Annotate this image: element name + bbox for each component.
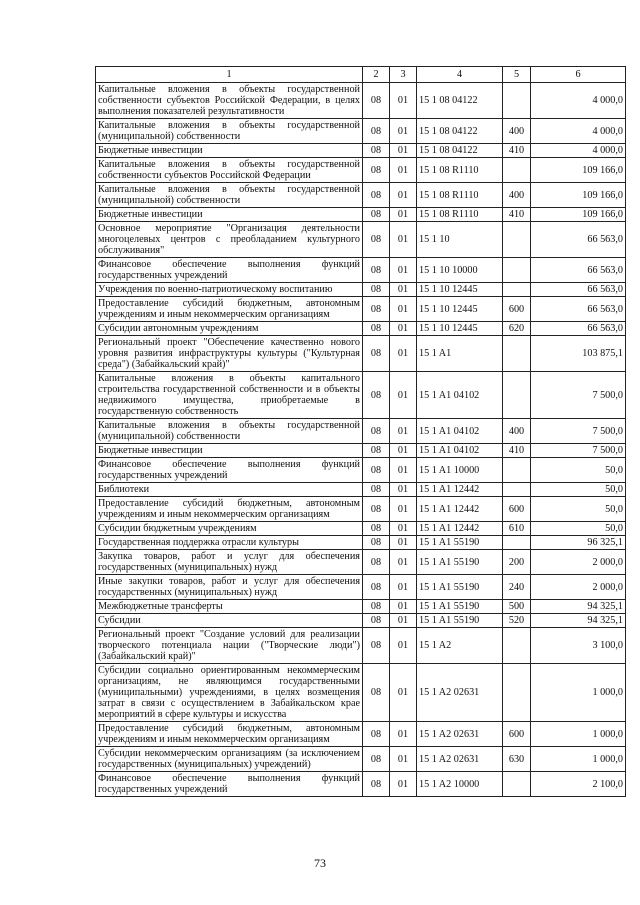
row-target-article: 15 1 08 R1110 [417,158,503,183]
table-row [96,575,626,600]
row-description: Бюджетные инвестиции [96,208,363,222]
row-description: Финансовое обеспечение выполнения функций государственных учреждений [96,458,363,483]
row-subsection: 01 [390,550,417,575]
table-body [96,83,626,797]
column-header-3: 3 [390,67,417,83]
table-row [96,458,626,483]
row-amount: 50,0 [531,483,626,497]
row-target-article: 15 1 A1 10000 [417,458,503,483]
row-target-article: 15 1 A1 55190 [417,575,503,600]
row-subsection: 01 [390,258,417,283]
row-target-article: 15 1 08 04122 [417,119,503,144]
row-amount: 2 000,0 [531,550,626,575]
row-subsection: 01 [390,419,417,444]
row-description: Предоставление субсидий бюджетным, автономным учреждениям и иным некоммерческим организациям [96,297,363,322]
row-expense-type: 610 [503,522,531,536]
row-description: Межбюджетные трансферты [96,600,363,614]
table-row [96,283,626,297]
row-subsection: 01 [390,522,417,536]
table-row [96,550,626,575]
row-amount: 66 563,0 [531,322,626,336]
row-target-article: 15 1 08 04122 [417,83,503,119]
row-section: 08 [363,336,390,372]
row-section: 08 [363,372,390,419]
row-expense-type [503,483,531,497]
row-subsection: 01 [390,536,417,550]
column-header-5: 5 [503,67,531,83]
row-expense-type: 520 [503,614,531,628]
row-expense-type: 400 [503,419,531,444]
table-row [96,722,626,747]
row-subsection: 01 [390,458,417,483]
row-expense-type: 400 [503,119,531,144]
row-expense-type: 620 [503,322,531,336]
row-subsection: 01 [390,747,417,772]
row-target-article: 15 1 A1 12442 [417,522,503,536]
row-subsection: 01 [390,322,417,336]
row-amount: 7 500,0 [531,419,626,444]
row-expense-type [503,772,531,797]
row-subsection: 01 [390,483,417,497]
row-target-article: 15 1 A1 [417,336,503,372]
row-target-article: 15 1 A1 04102 [417,444,503,458]
row-description: Бюджетные инвестиции [96,444,363,458]
row-description: Библиотеки [96,483,363,497]
row-section: 08 [363,283,390,297]
row-description: Предоставление субсидий бюджетным, автономным учреждениям и иным некоммерческим организациям [96,722,363,747]
row-amount: 109 166,0 [531,208,626,222]
table-row [96,222,626,258]
row-target-article: 15 1 A1 12442 [417,483,503,497]
table-row [96,158,626,183]
budget-table [95,66,626,797]
row-section: 08 [363,83,390,119]
row-description: Закупка товаров, работ и услуг для обеспечения государственных (муниципальных) нужд [96,550,363,575]
table-row [96,483,626,497]
row-amount: 4 000,0 [531,119,626,144]
row-amount: 66 563,0 [531,297,626,322]
row-expense-type: 410 [503,144,531,158]
row-expense-type: 400 [503,183,531,208]
row-section: 08 [363,497,390,522]
row-amount: 66 563,0 [531,283,626,297]
row-amount: 7 500,0 [531,372,626,419]
row-description: Субсидии бюджетным учреждениям [96,522,363,536]
row-section: 08 [363,222,390,258]
row-section: 08 [363,600,390,614]
row-subsection: 01 [390,283,417,297]
row-expense-type [503,222,531,258]
table-row [96,628,626,664]
row-expense-type [503,536,531,550]
table-row [96,208,626,222]
row-section: 08 [363,664,390,722]
row-description: Бюджетные инвестиции [96,144,363,158]
row-amount: 50,0 [531,497,626,522]
row-description: Предоставление субсидий бюджетным, автономным учреждениям и иным некоммерческим организациям [96,497,363,522]
row-subsection: 01 [390,183,417,208]
row-section: 08 [363,158,390,183]
row-subsection: 01 [390,575,417,600]
row-subsection: 01 [390,444,417,458]
row-expense-type: 200 [503,550,531,575]
row-description: Капитальные вложения в объекты капитального строительства государственной собственности и в объекты недвижимого имущества, приобретаемые в государственную собственность [96,372,363,419]
row-subsection: 01 [390,222,417,258]
row-description: Финансовое обеспечение выполнения функций государственных учреждений [96,772,363,797]
row-amount: 94 325,1 [531,600,626,614]
row-description: Субсидии социально ориентированным некоммерческим организациям, не являющимся государственными (муниципальными) учреждениями, в целях возмещения затрат в связи с осуществлением в Забайкальском крае мероприятий в сфере культуры и искусства [96,664,363,722]
row-target-article: 15 1 10 10000 [417,258,503,283]
table-row [96,772,626,797]
row-description: Региональный проект "Обеспечение качественно нового уровня развития инфраструктуры культуры ("Культурная среда") (Забайкальский край)" [96,336,363,372]
row-amount: 4 000,0 [531,83,626,119]
table-row [96,419,626,444]
row-description: Капитальные вложения в объекты государственной (муниципальной) собственности [96,119,363,144]
row-subsection: 01 [390,144,417,158]
table-row [96,336,626,372]
row-amount: 2 100,0 [531,772,626,797]
row-expense-type: 410 [503,444,531,458]
table-row [96,183,626,208]
row-subsection: 01 [390,336,417,372]
row-amount: 7 500,0 [531,444,626,458]
row-description: Субсидии автономным учреждениям [96,322,363,336]
row-target-article: 15 1 A1 04102 [417,372,503,419]
row-target-article: 15 1 A1 55190 [417,600,503,614]
row-amount: 66 563,0 [531,258,626,283]
row-section: 08 [363,722,390,747]
row-amount: 50,0 [531,458,626,483]
row-target-article: 15 1 A2 02631 [417,747,503,772]
row-target-article: 15 1 A2 02631 [417,664,503,722]
row-section: 08 [363,550,390,575]
table-row [96,258,626,283]
row-section: 08 [363,458,390,483]
table-row [96,747,626,772]
row-subsection: 01 [390,497,417,522]
row-amount: 3 100,0 [531,628,626,664]
row-expense-type [503,283,531,297]
row-target-article: 15 1 10 12445 [417,322,503,336]
row-target-article: 15 1 08 R1110 [417,208,503,222]
row-description: Учреждения по военно-патриотическому воспитанию [96,283,363,297]
column-header-2: 2 [363,67,390,83]
row-section: 08 [363,419,390,444]
row-expense-type: 600 [503,297,531,322]
row-expense-type [503,336,531,372]
row-section: 08 [363,522,390,536]
table-row [96,664,626,722]
row-amount: 1 000,0 [531,664,626,722]
row-expense-type: 600 [503,722,531,747]
row-section: 08 [363,322,390,336]
row-section: 08 [363,119,390,144]
row-section: 08 [363,444,390,458]
row-target-article: 15 1 08 R1110 [417,183,503,208]
table-row [96,614,626,628]
row-expense-type: 500 [503,600,531,614]
row-description: Капитальные вложения в объекты государственной собственности субъектов Российской Федерации [96,158,363,183]
row-amount: 66 563,0 [531,222,626,258]
row-description: Капитальные вложения в объекты государственной (муниципальной) собственности [96,183,363,208]
table-header-row [96,67,626,83]
row-expense-type [503,258,531,283]
row-section: 08 [363,483,390,497]
row-description: Основное мероприятие "Организация деятельности многоцелевых центров с преобладанием культурного обслуживания" [96,222,363,258]
row-section: 08 [363,772,390,797]
row-target-article: 15 1 A1 12442 [417,497,503,522]
table-row [96,372,626,419]
row-subsection: 01 [390,628,417,664]
row-subsection: 01 [390,119,417,144]
row-section: 08 [363,536,390,550]
row-section: 08 [363,208,390,222]
table-row [96,444,626,458]
row-subsection: 01 [390,772,417,797]
row-section: 08 [363,614,390,628]
row-section: 08 [363,575,390,600]
row-target-article: 15 1 A1 55190 [417,614,503,628]
row-description: Государственная поддержка отрасли культуры [96,536,363,550]
row-target-article: 15 1 A1 55190 [417,550,503,575]
column-header-1: 1 [96,67,363,83]
row-section: 08 [363,297,390,322]
row-section: 08 [363,183,390,208]
row-expense-type: 630 [503,747,531,772]
row-amount: 50,0 [531,522,626,536]
row-target-article: 15 1 10 12445 [417,283,503,297]
row-description: Капитальные вложения в объекты государственной (муниципальной) собственности [96,419,363,444]
row-section: 08 [363,628,390,664]
row-target-article: 15 1 A1 04102 [417,419,503,444]
row-amount: 96 325,1 [531,536,626,550]
row-description: Субсидии [96,614,363,628]
row-amount: 1 000,0 [531,747,626,772]
row-target-article: 15 1 A2 [417,628,503,664]
row-description: Капитальные вложения в объекты государственной собственности субъектов Российской Федерации, в целях выполнения показателей результативности [96,83,363,119]
row-subsection: 01 [390,372,417,419]
row-expense-type [503,628,531,664]
row-amount: 109 166,0 [531,158,626,183]
row-amount: 2 000,0 [531,575,626,600]
row-description: Финансовое обеспечение выполнения функций государственных учреждений [96,258,363,283]
row-amount: 1 000,0 [531,722,626,747]
row-description: Региональный проект "Создание условий для реализации творческого потенциала нации ("Творческие люди") (Забайкальский край)" [96,628,363,664]
row-amount: 109 166,0 [531,183,626,208]
row-subsection: 01 [390,158,417,183]
row-expense-type [503,664,531,722]
row-expense-type: 410 [503,208,531,222]
row-target-article: 15 1 10 12445 [417,297,503,322]
table-row [96,322,626,336]
row-expense-type [503,458,531,483]
row-expense-type: 600 [503,497,531,522]
row-section: 08 [363,258,390,283]
row-subsection: 01 [390,297,417,322]
row-amount: 4 000,0 [531,144,626,158]
row-amount: 103 875,1 [531,336,626,372]
row-section: 08 [363,144,390,158]
column-header-6: 6 [531,67,626,83]
table-row [96,536,626,550]
row-subsection: 01 [390,664,417,722]
row-subsection: 01 [390,600,417,614]
row-target-article: 15 1 A2 10000 [417,772,503,797]
row-expense-type [503,83,531,119]
row-subsection: 01 [390,614,417,628]
table-row [96,297,626,322]
row-description: Субсидии некоммерческим организациям (за исключением государственных (муниципальных) учреждений) [96,747,363,772]
row-amount: 94 325,1 [531,614,626,628]
table-row [96,144,626,158]
table-row [96,83,626,119]
row-target-article: 15 1 A1 55190 [417,536,503,550]
row-description: Иные закупки товаров, работ и услуг для обеспечения государственных (муниципальных) нужд [96,575,363,600]
row-target-article: 15 1 08 04122 [417,144,503,158]
row-subsection: 01 [390,208,417,222]
row-expense-type: 240 [503,575,531,600]
table-row [96,522,626,536]
row-target-article: 15 1 10 [417,222,503,258]
row-expense-type [503,372,531,419]
table-row [96,497,626,522]
column-header-4: 4 [417,67,503,83]
page-number: 73 [314,856,326,870]
row-expense-type [503,158,531,183]
row-section: 08 [363,747,390,772]
table-row [96,600,626,614]
table-row [96,119,626,144]
row-target-article: 15 1 A2 02631 [417,722,503,747]
row-subsection: 01 [390,83,417,119]
row-subsection: 01 [390,722,417,747]
